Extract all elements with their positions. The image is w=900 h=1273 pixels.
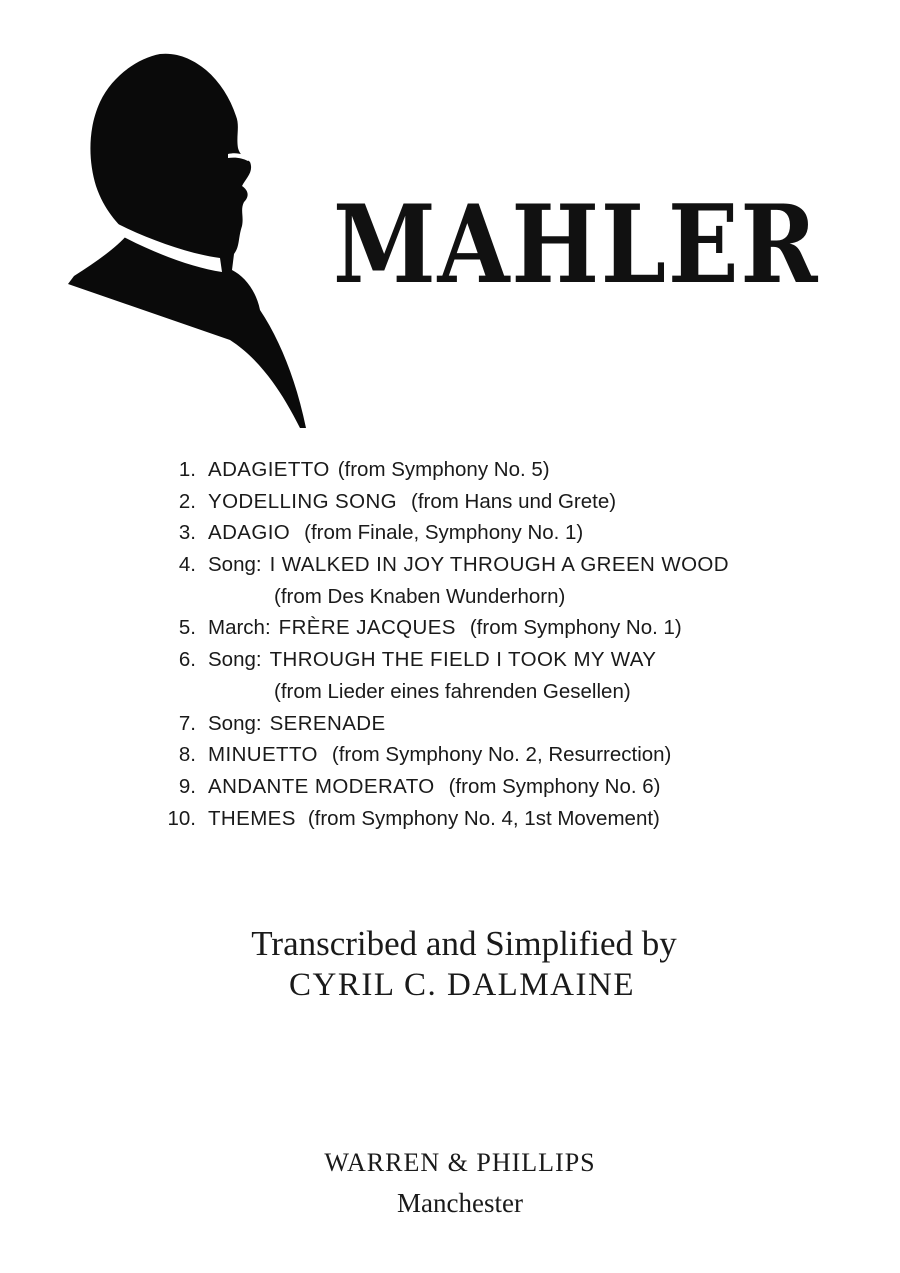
item-title: SERENADE [269, 711, 386, 735]
list-item [150, 803, 790, 835]
item-source: (from Finale, Symphony No. 1) [304, 521, 584, 545]
item-number: 5. [178, 616, 196, 640]
publisher-name: WARREN & PHILLIPS [324, 1148, 596, 1177]
item-title: ADAGIETTO [208, 458, 330, 481]
arranger-name: CYRIL C. DALMAINE [288, 967, 635, 1003]
list-item [150, 486, 790, 518]
item-prefix: Song: [208, 648, 262, 672]
item-title: ANDANTE MODERATO [208, 774, 435, 798]
item-title: FRÈRE JACQUES [278, 616, 456, 640]
list-item [150, 739, 790, 771]
item-source: (from Symphony No. 4, 1st Movement) [307, 806, 660, 830]
item-number: 6. [178, 648, 196, 672]
item-number: 4. [178, 553, 196, 577]
item-number: 1. [178, 458, 196, 481]
item-title: YODELLING SONG [208, 489, 398, 513]
contents-list [150, 454, 790, 834]
item-number: 9. [178, 774, 196, 798]
item-source: (from Symphony No. 2, Resurrection) [331, 743, 672, 767]
list-item-continuation [150, 581, 790, 613]
item-source: (from Symphony No. 6) [448, 774, 661, 798]
list-item [150, 612, 790, 644]
composer-title: MAHLER [333, 182, 820, 308]
item-prefix: Song: [208, 711, 262, 735]
publisher-city: Manchester [397, 1188, 523, 1218]
item-number: 2. [178, 489, 196, 513]
list-item [150, 549, 790, 581]
item-title: I WALKED IN JOY THROUGH A GREEN WOOD [269, 553, 729, 577]
item-prefix: Song: [208, 553, 262, 577]
credit-line: Transcribed and Simplified by [251, 924, 677, 963]
list-item [150, 708, 790, 740]
item-title: THROUGH THE FIELD I TOOK MY WAY [269, 648, 657, 672]
item-source: (from Symphony No. 5) [337, 458, 550, 481]
composer-silhouette-icon [60, 40, 320, 430]
item-number: 8. [178, 743, 196, 767]
list-item [150, 454, 790, 486]
item-prefix: March: [208, 616, 271, 640]
item-title: THEMES [208, 806, 296, 830]
list-item [150, 644, 790, 676]
list-item [150, 771, 790, 803]
list-item-continuation [150, 676, 790, 708]
item-title: MINUETTO [208, 743, 318, 767]
item-number: 10. [167, 806, 196, 830]
item-title: ADAGIO [208, 521, 291, 545]
item-number: 3. [178, 521, 196, 545]
item-source: (from Symphony No. 1) [469, 616, 682, 640]
item-source: (from Lieder eines fahrenden Gesellen) [274, 679, 631, 703]
item-source: (from Des Knaben Wunderhorn) [274, 584, 566, 608]
item-source: (from Hans und Grete) [411, 489, 617, 513]
list-item [150, 517, 790, 549]
item-number: 7. [178, 711, 196, 735]
